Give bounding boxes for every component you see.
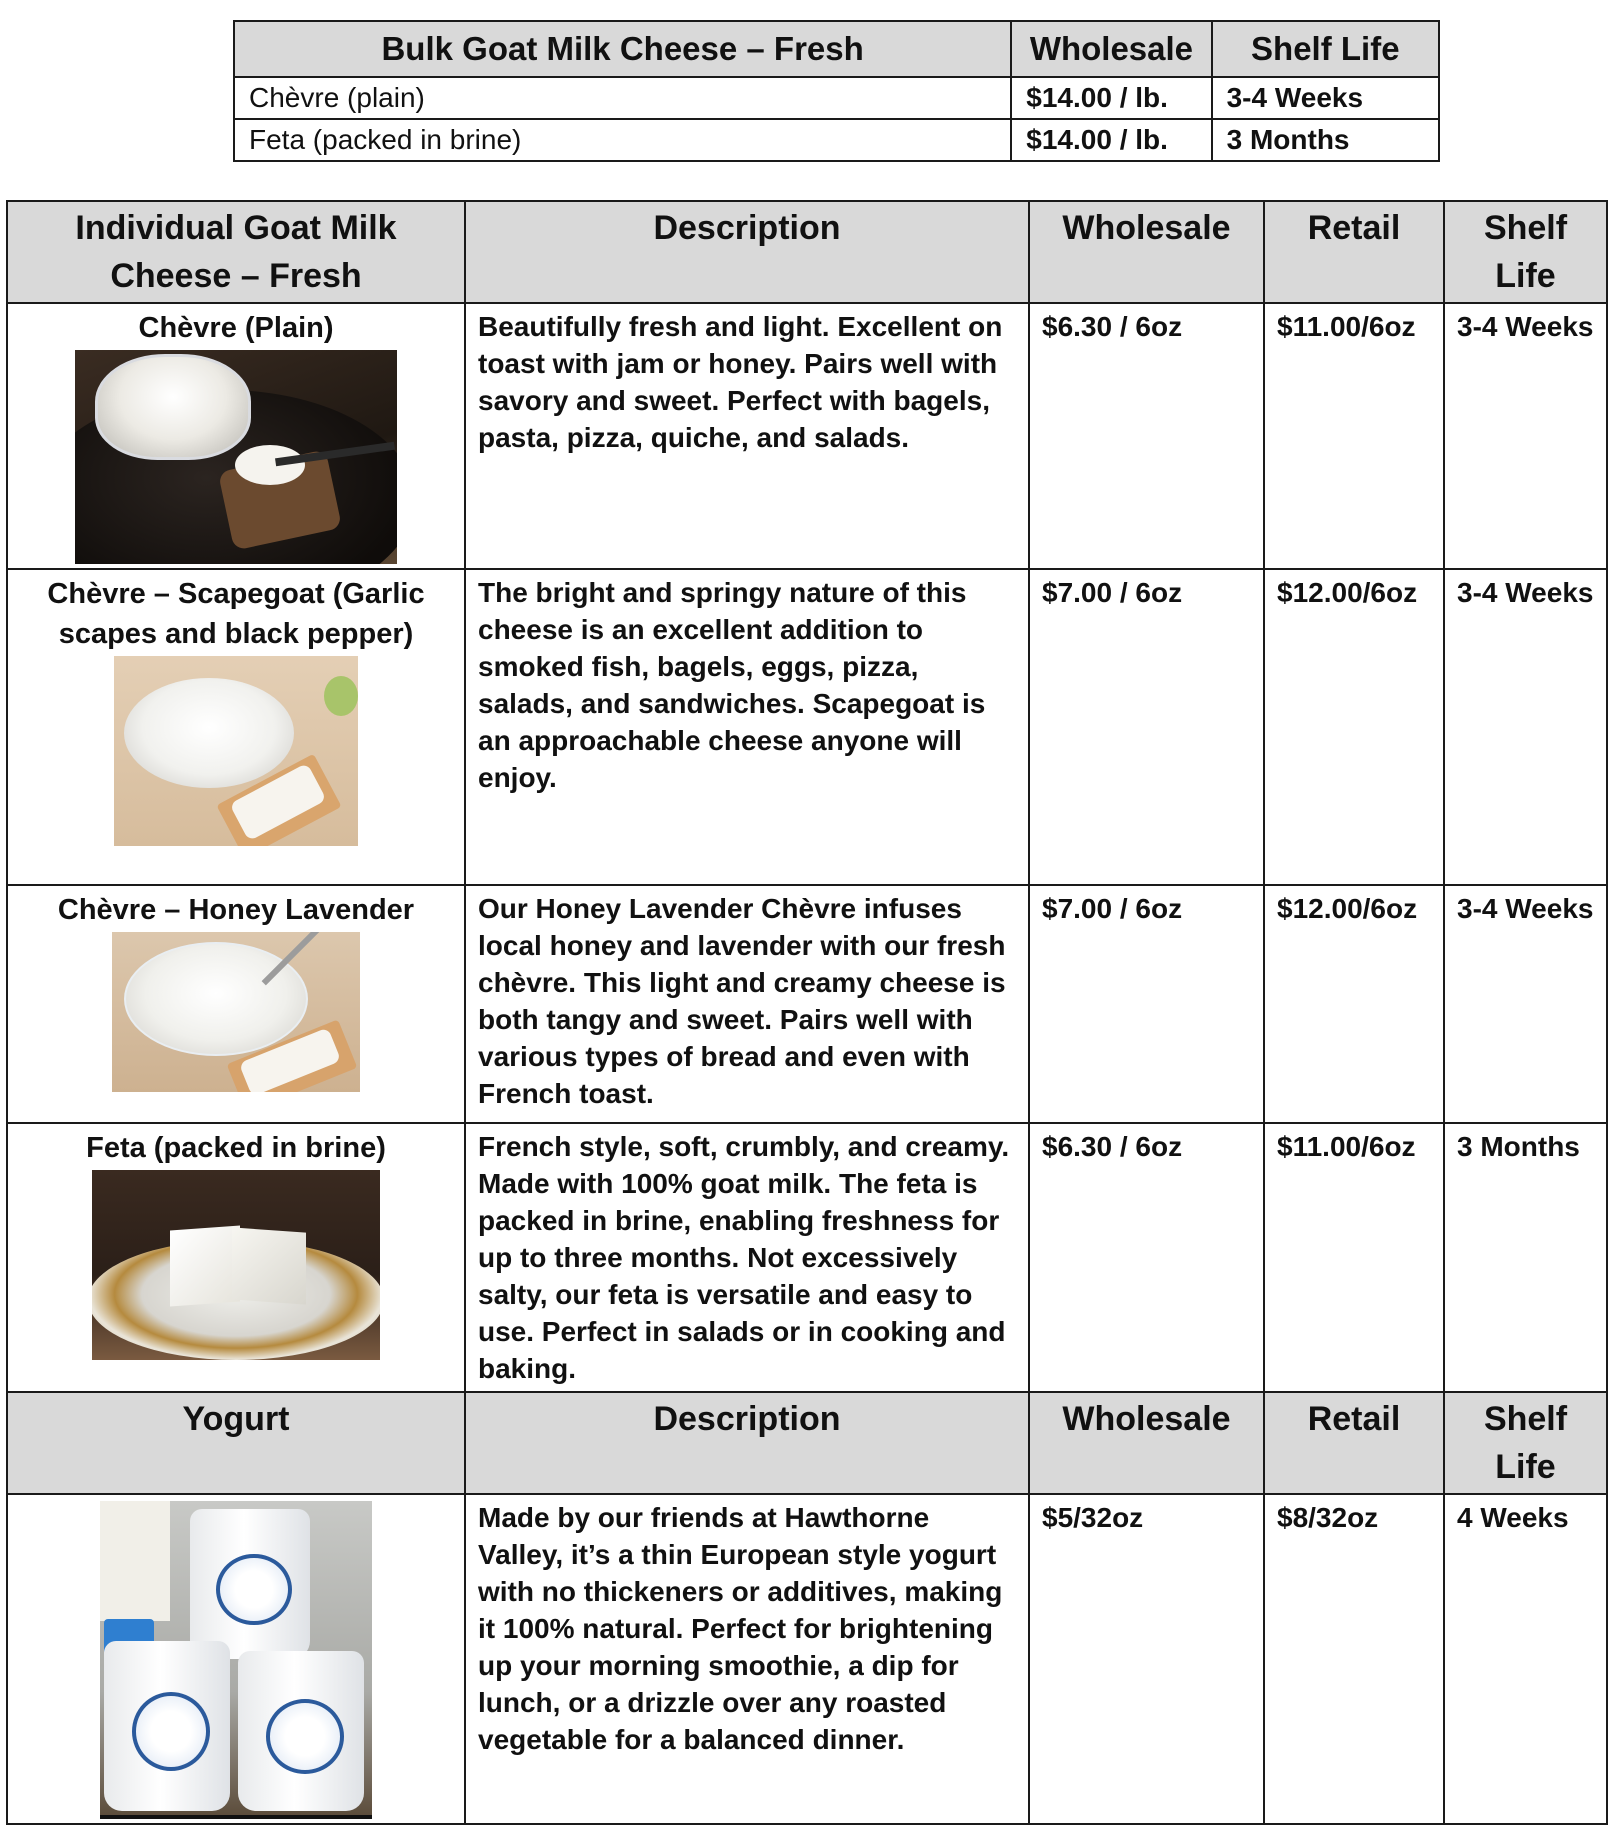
- table-row: [234, 77, 1439, 119]
- shelf-life: 3-4 Weeks: [1444, 885, 1607, 1123]
- bulk-header-product: Bulk Goat Milk Cheese – Fresh: [234, 21, 1011, 77]
- product-name: Feta (packed in brine): [86, 1132, 386, 1164]
- shelf-life: 4 Weeks: [1444, 1494, 1607, 1824]
- header-description: Description: [465, 1392, 1029, 1494]
- product-cell: [7, 1494, 465, 1824]
- shelf-life: 3 Months: [1444, 1123, 1607, 1392]
- retail-price: $11.00/6oz: [1264, 1123, 1444, 1392]
- table-row: [7, 1494, 1607, 1824]
- header-retail: Retail: [1264, 201, 1444, 303]
- yogurt-photo: [100, 1501, 372, 1819]
- wholesale-price: $7.00 / 6oz: [1029, 885, 1264, 1123]
- product-description: Our Honey Lavender Chèvre infuses local honey and lavender with our fresh chèvre. This light and creamy cheese is both tangy and sweet. Pairs well with various types of bread and even with French toast.: [465, 885, 1029, 1123]
- product-description: Beautifully fresh and light. Excellent on toast with jam or honey. Pairs well with savory and sweet. Perfect with bagels, pasta, pizza, quiche, and salads.: [465, 303, 1029, 569]
- product-name: Chèvre – Scapegoat (Garlic scapes and black pepper): [47, 578, 425, 650]
- bulk-shelf-life: 3 Months: [1212, 119, 1439, 161]
- bulk-wholesale-price: $14.00 / lb.: [1011, 77, 1211, 119]
- wholesale-price: $6.30 / 6oz: [1029, 303, 1264, 569]
- product-name: Chèvre (Plain): [138, 312, 334, 344]
- retail-price: $12.00/6oz: [1264, 885, 1444, 1123]
- table-row: [7, 569, 1607, 885]
- wholesale-price: $6.30 / 6oz: [1029, 1123, 1264, 1392]
- wholesale-price: $5/32oz: [1029, 1494, 1264, 1824]
- yogurt-header-row: [7, 1392, 1607, 1494]
- bulk-header-wholesale: Wholesale: [1011, 21, 1211, 77]
- product-cell: [7, 1123, 465, 1392]
- chevre-honey-lavender-photo: [112, 932, 360, 1092]
- chevre-plain-photo: [75, 350, 397, 564]
- product-description: French style, soft, crumbly, and creamy. Made with 100% goat milk. The feta is packed in brine, enabling freshness for up to three months. Not excessively salty, our feta is versatile and easy to use. Perfect in salads or in cooking and baking.: [465, 1123, 1029, 1392]
- feta-photo: [92, 1170, 380, 1360]
- product-description: The bright and springy nature of this cheese is an excellent addition to smoked fish, bagels, eggs, pizza, salads, and sandwiches. Scapegoat is an approachable cheese anyone will enjoy.: [465, 569, 1029, 885]
- header-product: Individual Goat Milk Cheese – Fresh: [7, 201, 465, 303]
- header-yogurt: Yogurt: [7, 1392, 465, 1494]
- shelf-life: 3-4 Weeks: [1444, 303, 1607, 569]
- individual-header-row: [7, 201, 1607, 303]
- bulk-header-row: [234, 21, 1439, 77]
- table-row: [7, 1123, 1607, 1392]
- shelf-life: 3-4 Weeks: [1444, 569, 1607, 885]
- product-name: Chèvre – Honey Lavender: [57, 894, 415, 926]
- retail-price: $11.00/6oz: [1264, 303, 1444, 569]
- bulk-shelf-life: 3-4 Weeks: [1212, 77, 1439, 119]
- header-shelf-life: Shelf Life: [1444, 201, 1607, 303]
- table-row: [7, 303, 1607, 569]
- product-cell: [7, 303, 465, 569]
- header-retail: Retail: [1264, 1392, 1444, 1494]
- header-shelf-life: Shelf Life: [1444, 1392, 1607, 1494]
- bulk-header-shelf-life: Shelf Life: [1212, 21, 1439, 77]
- chevre-scapegoat-photo: [114, 656, 358, 846]
- table-row: [234, 119, 1439, 161]
- header-description: Description: [465, 201, 1029, 303]
- individual-cheese-table: [6, 200, 1608, 1825]
- retail-price: $12.00/6oz: [1264, 569, 1444, 885]
- product-description: Made by our friends at Hawthorne Valley, it’s a thin European style yogurt with no thickeners or additives, making it 100% natural. Perfect for brightening up your morning smoothie, a dip for lunch, or a drizzle over any roasted vegetable for a balanced dinner.: [465, 1494, 1029, 1824]
- product-cell: [7, 885, 465, 1123]
- header-wholesale: Wholesale: [1029, 201, 1264, 303]
- header-wholesale: Wholesale: [1029, 1392, 1264, 1494]
- table-row: [7, 885, 1607, 1123]
- product-cell: [7, 569, 465, 885]
- bulk-product-name: Feta (packed in brine): [234, 119, 1011, 161]
- bulk-wholesale-price: $14.00 / lb.: [1011, 119, 1211, 161]
- retail-price: $8/32oz: [1264, 1494, 1444, 1824]
- wholesale-price: $7.00 / 6oz: [1029, 569, 1264, 885]
- bulk-product-name: Chèvre (plain): [234, 77, 1011, 119]
- bulk-cheese-table: [233, 20, 1440, 162]
